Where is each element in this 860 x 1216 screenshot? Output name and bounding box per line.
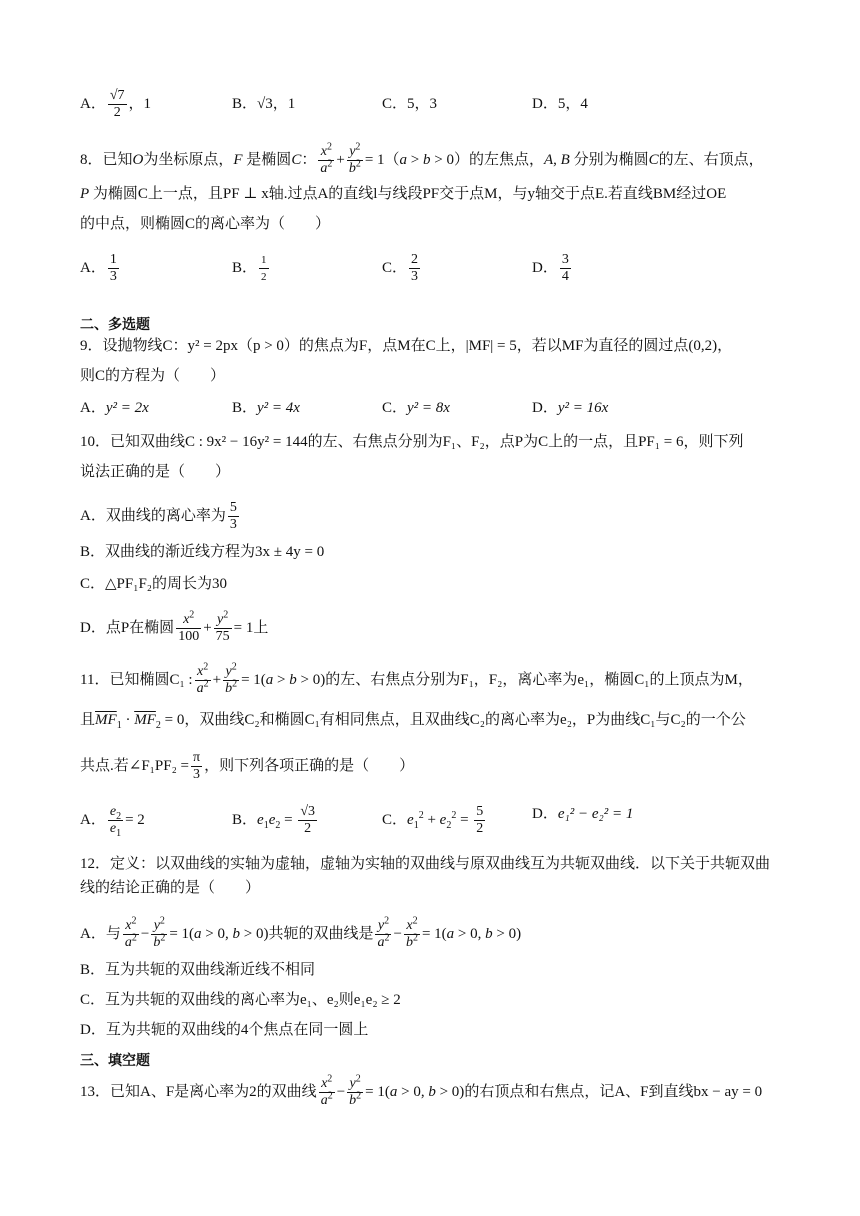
q10-option-d: D．点P在椭圆 $\frac{x^2}{100}$ + $\frac{y^2}{75}$ = 1上 [80, 609, 269, 644]
q10-line-2: 说法正确的是（ ） [80, 464, 231, 480]
q13-line-1: 13．已知A、F是离心率为2的双曲线 $\frac{x^2}{a^2}$ − $\frac{y^2}{b^2}$ = 1(a > 0, b > 0)的右顶点和右焦点，记A、F到直线bx − ay = 0 [80, 1073, 763, 1108]
q9-option-a: A．y² = 2x [80, 400, 149, 416]
q11-option-a: A． $\frac{e_2}{e_1}$ = 2 [80, 804, 145, 839]
q8-line-2: P 为椭圆C上一点，且PF ⊥ x轴.过点A的直线l与线段PF交于点M，与y轴交于点E.若直线BM经过OE [80, 186, 727, 202]
q8-option-c: C． $\frac{2}{3}$ [382, 252, 419, 284]
q9-line-2: 则C的方程为（ ） [80, 368, 226, 384]
q11-option-c: C．$e_1^2 + e_2^2$ = $\frac{5}{2}$ [382, 804, 484, 836]
q12-option-a: A．与 $\frac{x^2}{a^2}$ − $\frac{y^2}{b^2}$ = 1(a > 0, b > 0)共轭的双曲线是 $\frac{y^2}{a^2}$ − $\frac{x^2}{b^2}$ = 1(a > 0, b > 0) [80, 915, 522, 950]
q12-option-b: B．互为共轭的双曲线渐近线不相同 [80, 962, 316, 978]
q8-option-d: D． $\frac{3}{4}$ [532, 252, 569, 284]
q8-line-1: 8．已知O为坐标原点，F 是椭圆C： $\frac{x^2}{a^2}$ + $\frac{y^2}{b^2}$ = 1（a > b > 0）的左焦点，A, B 分别为椭圆C的左、右顶点， [80, 141, 764, 176]
q12-line-2: 线的结论正确的是（ ） [80, 880, 261, 896]
q12-line-1: 12．定义：以双曲线的实轴为虚轴，虚轴为实轴的双曲线与原双曲线互为共轭双曲线．以下关于共轭双曲 [80, 856, 771, 872]
q10-line-1: 10．已知双曲线C : 9x² − 16y² = 144的左、右焦点分别为F₁、F₂，点P为C上的一点，且PF₁ = 6，则下列 [80, 434, 744, 450]
q8-line-3: 的中点，则椭圆C的离心率为（ ） [80, 216, 331, 232]
q11-line-2: 且$\overline{MF}_1 \cdot \overline{MF}_2 = 0$，双曲线C₂和椭圆C₁有相同焦点，且双曲线C₂的离心率为e₂，P为曲线C₁与C₂的一个公 [80, 712, 746, 731]
q12-option-c: C．互为共轭的双曲线的离心率为e₁、e₂则e₁e₂ ≥ 2 [80, 992, 401, 1008]
q12-option-d: D．互为共轭的双曲线的4个焦点在同一圆上 [80, 1022, 369, 1038]
q7-option-a: A． $\frac{√7}{2}$ ，1 [80, 88, 152, 120]
q7-option-b: B．√3，1 [232, 96, 296, 112]
q9-line-1: 9．设抛物线C：y² = 2px（p > 0）的焦点为F，点M在C上，|MF| = 5，若以MF为直径的圆过点(0,2)， [80, 338, 733, 354]
q11-line-1: 11．已知椭圆C₁ : $\frac{x^2}{a^2}$ + $\frac{y^2}{b^2}$ = 1(a > b > 0)的左、右焦点分别为F₁，F₂，离心率为e₁，椭圆C₁的上顶点为M， [80, 661, 753, 696]
q10-option-a: A．双曲线的离心率为 $\frac{5}{3}$ [80, 500, 237, 532]
q10-option-c: C．△PF₁F₂的周长为30 [80, 576, 228, 592]
q9-option-c: C．y² = 8x [382, 400, 450, 416]
section-heading-multiple-choice: 二、多选题 [80, 317, 150, 333]
q11-option-d: D．e₁² − e₂² = 1 [532, 806, 634, 822]
q11-option-b: B．$e_1e_2$ = $\frac{√3}{2}$ [232, 804, 316, 836]
q7-option-c: C．5，3 [382, 96, 438, 112]
q11-line-3: 共点.若∠F₁PF₂ = $\frac{\pi}{3}$ ，则下列各项正确的是（ ） [80, 750, 415, 782]
section-heading-fill-in: 三、填空题 [80, 1053, 150, 1069]
q7-option-d: D．5，4 [532, 96, 588, 112]
q9-option-b: B．y² = 4x [232, 400, 300, 416]
q8-option-a: A． $\frac{1}{3}$ [80, 252, 117, 284]
q9-option-d: D．y² = 16x [532, 400, 609, 416]
q10-option-b: B．双曲线的渐近线方程为3x ± 4y = 0 [80, 544, 325, 560]
q8-option-b: B． $\frac{1}{2}$ [232, 254, 267, 283]
